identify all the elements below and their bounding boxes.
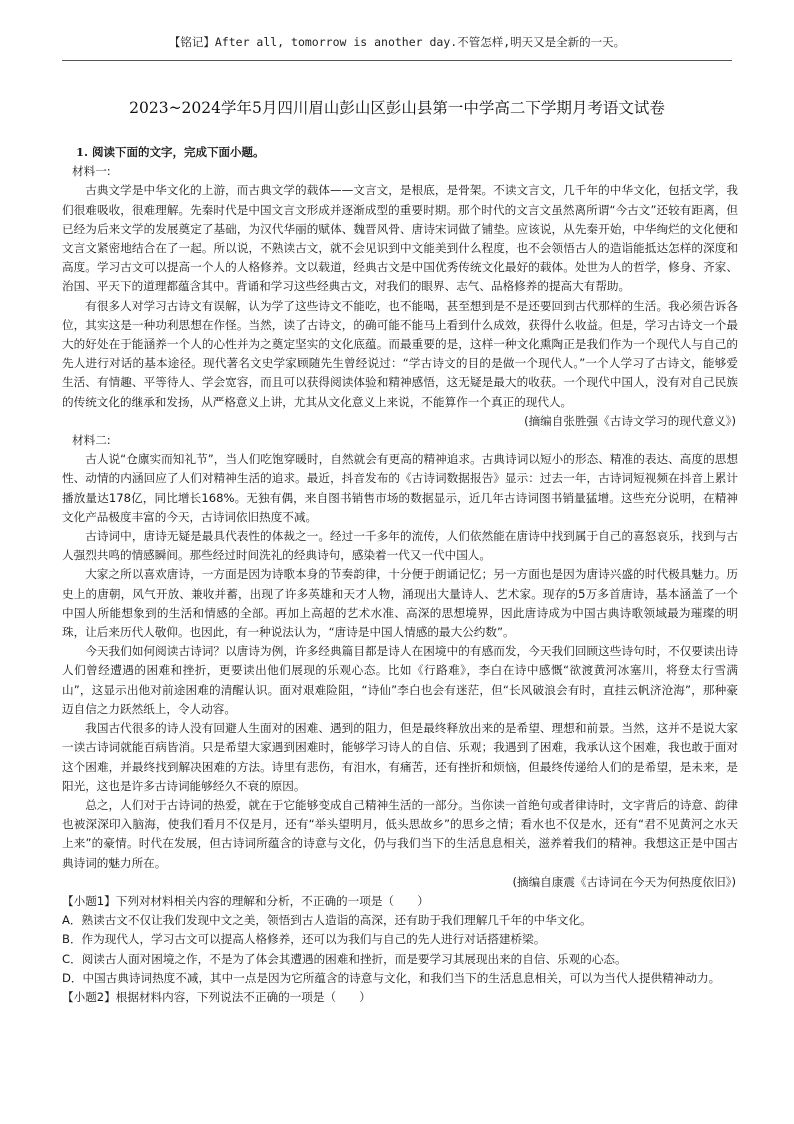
- subquestion-1-option-b[interactable]: B．作为现代人，学习古文可以提高人格修养，还可以为我们与自己的先人进行对话搭建桥梁。: [62, 932, 546, 947]
- exam-title: 2023~2024学年5月四川眉山彭山区彭山县第一中学高二下学期月考语文试卷: [129, 99, 665, 117]
- subquestion-1-option-d[interactable]: D．中国古典诗词热度不减，其中一点是因为它所蕴含的诗意与文化，和我们当下的生活息息相关，可以为当代人提供精神动力。: [62, 970, 721, 985]
- material1-paragraph: 古典文学是中华文化的上游，而古典文学的载体——文言文，是根底，是骨架。不读文言文，几千年的中华文化，包括文学，我们很难吸收，很难理解。先秦时代是中国文言文形成并逐渐成型的重要时期。那个时代的文言文虽然离所谓“今古文”还较有距离，但已经为后来文学的发展奠定了基础，为汉代华丽的赋体、魏晋风骨、唐诗宋词做了铺垫。应该说，从先秦开始，中华绚烂的文化便和文言文紧密地结合在了一起。所以说，不熟读古文，就不会见识到中文能美到什么程度，也不会领悟古人的造诣能抵达怎样的深度和高度。学习古文可以提高一个人的人格修养。文以载道，经典古文是中国优秀传统文化最好的载体。处世为人的哲学，修身、齐家、治国、平天下的道理都蕴含其中。背诵和学习这些经典古文，对我们的眼界、志气、品格修养的提高大有帮助。: [62, 183, 738, 294]
- question-intro: 1. 阅读下面的文字，完成下面小题。: [76, 145, 265, 159]
- material2-paragraph: 今天我们如何阅读古诗词？以唐诗为例，许多经典篇目都是诗人在困境中的有感而发，今天我们回顾这些诗句时，不仅要读出诗人们曾经遭遇的困难和挫折，更要读出他们展现的乐观心态。比如《行路难》，李白在诗中感慨“欲渡黄河冰塞川，将登太行雪满山”，这显示出他对前途困难的清醒认识。面对艰难险阻，“诗仙”李白也会有迷茫，但“长风破浪会有时，直挂云帆济沧海”，那种豪迈自信之力跃然纸上，令人动容。: [62, 644, 738, 716]
- material1-paragraph: 有很多人对学习古诗文有误解，认为学了这些诗文不能吃，也不能喝，甚至想到是不是还要回到古代那样的生活。我必须告诉各位，其实这是一种功利思想在作怪。当然，读了古诗文，的确可能不能马上看到什么成效，获得什么收益。但是，学习古诗文一个最大的好处在于能涵养一个人的心性并为之奠定坚实的文化底蕴。而最重要的是，这样一种文化熏陶正是我们作为一个现代人与自己的先人进行对话的基本途径。现代著名文史学家顾随先生曾经说过：“学古诗文的目的是做一个现代人。”一个人学习了古诗文，能够爱生活、有情趣、平等待人、学会宽容，而且可以获得阅读体验和精神感悟，这无疑是最大的收获。一个现代中国人，没有对自己民族的传统文化的继承和发扬，从严格意义上讲，尤其从文化意义上来说，不能算作一个真正的现代人。: [62, 298, 738, 409]
- material2-label: 材料二:: [72, 433, 111, 448]
- subquestion-1-option-c[interactable]: C．阅读古人面对困境之作，不是为了体会其遭遇的困难和挫折，而是要学习其展现出来的自信、乐观的心态。: [62, 951, 627, 966]
- material1-label: 材料一:: [72, 164, 111, 179]
- material2-paragraph: 大家之所以喜欢唐诗，一方面是因为诗歌本身的节奏韵律，十分便于朗诵记忆；另一方面也是因为唐诗兴盛的时代极具魅力。历史上的唐朝，风气开放、兼收并蓄，出现了许多英雄和天才人物，涌现出大量诗人、艺术家。现存的5万多首唐诗，基本涵盖了一个中国人所能想象到的生活和情感的全部。再加上高超的艺术水准、高深的思想境界，因此唐诗成为中国古典诗歌领域最为璀璨的明珠，让后来历代人敬仰。也因此，有一种说法认为，“唐诗是中国人情感的最大公约数”。: [62, 567, 738, 640]
- material2-paragraph: 古人说“仓廪实而知礼节”，当人们吃饱穿暖时，自然就会有更高的精神追求。古典诗词以短小的形态、精准的表达、高度的思想性、动情的内涵回应了人们对精神生活的追求。最近，抖音发布的《古诗词数据报告》显示：过去一年，古诗词短视频在抖音上累计播放量达178亿，同比增长168%。无独有偶，来自图书销售市场的数据显示，近几年古诗词图书销量猛增。这些充分说明，在精神文化产品极度丰富的今天，古诗词依旧热度不减。: [62, 452, 738, 524]
- material2-paragraph: 总之，人们对于古诗词的热爱，就在于它能够变成自己精神生活的一部分。当你读一首绝句或者律诗时，文字背后的诗意、韵律也被深深印入脑海，使我们看月不仅是月，还有“举头望明月，低头思故乡”的思乡之情；看水也不仅是水，还有“君不见黄河之水天上来”的豪情。时代在发展，但古诗词所蕴含的诗意与文化，仍与我们当下的生活息息相关，滋养着我们的精神。我想这正是中国古典诗词的魅力所在。: [62, 797, 738, 870]
- page-header-motto: 【铭记】After all, tomorrow is another day.不管怎样,明天又是全新的一天。: [168, 35, 626, 49]
- subquestion-1-stem: 【小题1】下列对材料相关内容的理解和分析，不正确的一项是（ ）: [62, 893, 429, 908]
- material1-source: (摘编自张胜强《古诗文学习的现代意义》): [524, 413, 736, 428]
- material2-source: (摘编自康震《古诗词在今天为何热度依旧》): [512, 874, 736, 889]
- subquestion-2-stem: 【小题2】根据材料内容，下列说法不正确的一项是（ ）: [62, 989, 371, 1004]
- exam-content: [62, 143, 738, 1007]
- subquestion-1-option-a[interactable]: A．熟读古文不仅让我们发现中文之美，领悟到古人造诣的高深，还有助于我们理解几千年的中华文化。: [62, 913, 592, 928]
- header-divider: [62, 60, 732, 61]
- material2-paragraph: 我国古代很多的诗人没有回避人生面对的困难、遇到的阻力，但是最终释放出来的是希望、理想和前景。当然，这并不是说大家一读古诗词就能百病皆消。只是希望大家遇到困难时，能够学习诗人的自信、乐观；我遇到了困难，我承认这个困难，我也敢于面对这个困难，并最终找到解决困难的方法。诗里有悲伤，有泪水，有痛苦，还有挫折和烦恼，但最终传递给人们的是希望，是未来，是阳光，这也是许多古诗词能够经久不衰的原因。: [62, 721, 738, 793]
- material2-paragraph: 古诗词中，唐诗无疑是最具代表性的体裁之一。经过一千多年的流传，人们依然能在唐诗中找到属于自己的喜怒哀乐，找到与古人强烈共鸣的情感瞬间。那些经过时间洗礼的经典诗句，感染着一代又一代中国人。: [62, 529, 738, 563]
